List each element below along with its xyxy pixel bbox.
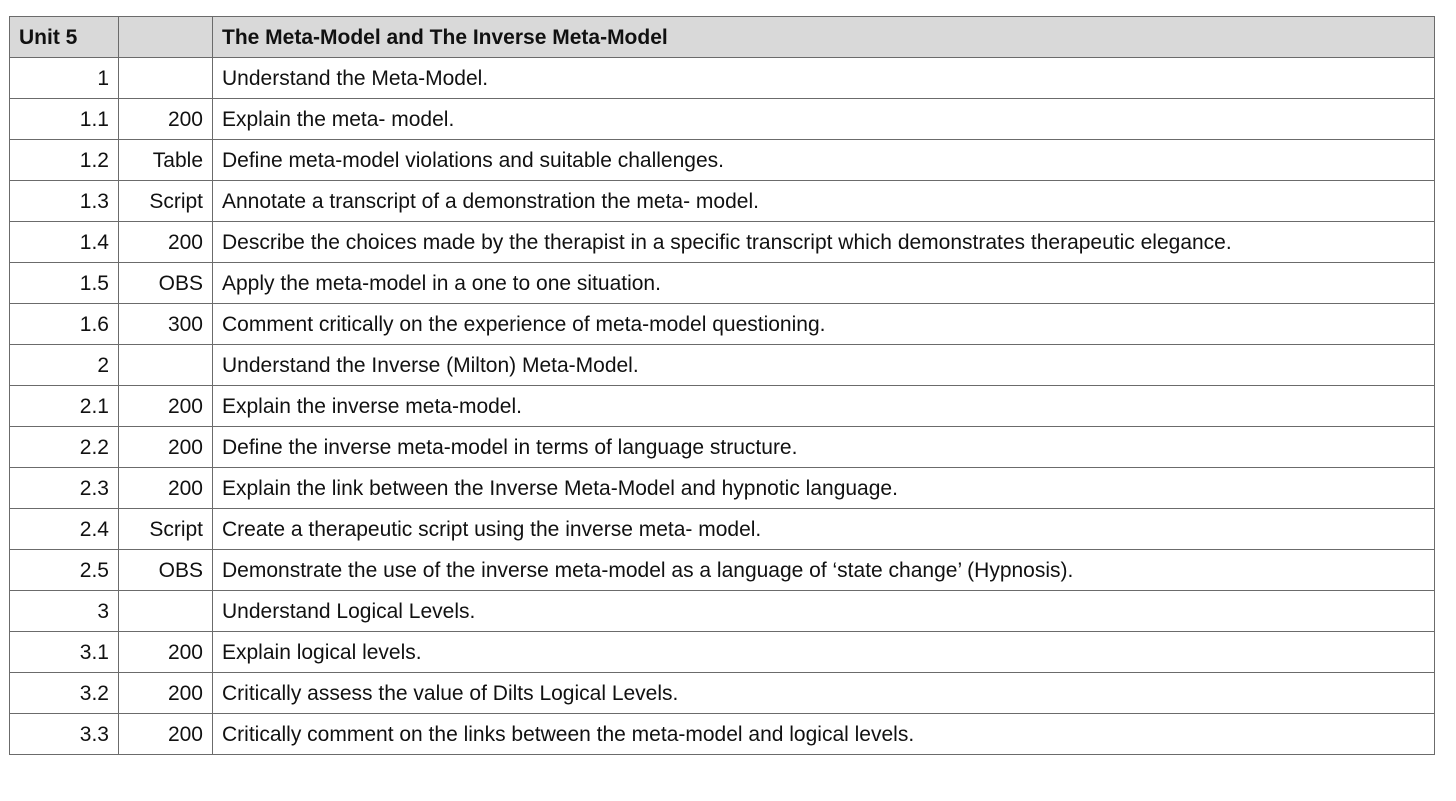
row-description: Describe the choices made by the therapist in a specific transcript which demonstrates therapeutic elegance. bbox=[213, 222, 1435, 263]
table-row bbox=[10, 386, 1435, 427]
header-unit: Unit 5 bbox=[10, 17, 119, 58]
row-assessment-code: Script bbox=[119, 509, 213, 550]
row-description: Explain the link between the Inverse Meta-Model and hypnotic language. bbox=[213, 468, 1435, 509]
row-number: 1 bbox=[10, 58, 119, 99]
row-number: 2.1 bbox=[10, 386, 119, 427]
table-row bbox=[10, 673, 1435, 714]
row-assessment-code: 300 bbox=[119, 304, 213, 345]
row-assessment-code: Table bbox=[119, 140, 213, 181]
row-number: 3.3 bbox=[10, 714, 119, 755]
table-header bbox=[10, 17, 1435, 58]
row-description: Understand Logical Levels. bbox=[213, 591, 1435, 632]
row-assessment-code: 200 bbox=[119, 714, 213, 755]
table-body bbox=[10, 58, 1435, 755]
row-description: Define the inverse meta-model in terms of language structure. bbox=[213, 427, 1435, 468]
row-number: 1.4 bbox=[10, 222, 119, 263]
row-assessment-code: OBS bbox=[119, 263, 213, 304]
row-description: Critically assess the value of Dilts Logical Levels. bbox=[213, 673, 1435, 714]
row-description: Annotate a transcript of a demonstration the meta- model. bbox=[213, 181, 1435, 222]
row-description: Understand the Meta-Model. bbox=[213, 58, 1435, 99]
row-description: Explain the inverse meta-model. bbox=[213, 386, 1435, 427]
table-row bbox=[10, 304, 1435, 345]
table-row bbox=[10, 345, 1435, 386]
row-assessment-code: 200 bbox=[119, 99, 213, 140]
row-assessment-code: 200 bbox=[119, 468, 213, 509]
row-number: 2.5 bbox=[10, 550, 119, 591]
row-number: 3 bbox=[10, 591, 119, 632]
header-title: The Meta-Model and The Inverse Meta-Model bbox=[213, 17, 1435, 58]
table-row bbox=[10, 591, 1435, 632]
table-row bbox=[10, 427, 1435, 468]
row-assessment-code: 200 bbox=[119, 673, 213, 714]
header-code bbox=[119, 17, 213, 58]
table-row bbox=[10, 714, 1435, 755]
row-assessment-code: Script bbox=[119, 181, 213, 222]
row-number: 2.4 bbox=[10, 509, 119, 550]
row-number: 1.6 bbox=[10, 304, 119, 345]
row-description: Comment critically on the experience of meta-model questioning. bbox=[213, 304, 1435, 345]
row-description: Apply the meta-model in a one to one situation. bbox=[213, 263, 1435, 304]
table-row bbox=[10, 181, 1435, 222]
header-row bbox=[10, 17, 1435, 58]
row-number: 2 bbox=[10, 345, 119, 386]
row-number: 2.3 bbox=[10, 468, 119, 509]
table-row bbox=[10, 632, 1435, 673]
row-assessment-code: 200 bbox=[119, 427, 213, 468]
row-description: Explain logical levels. bbox=[213, 632, 1435, 673]
table-row bbox=[10, 58, 1435, 99]
row-assessment-code bbox=[119, 345, 213, 386]
row-number: 3.1 bbox=[10, 632, 119, 673]
row-assessment-code bbox=[119, 591, 213, 632]
row-description: Critically comment on the links between the meta-model and logical levels. bbox=[213, 714, 1435, 755]
row-number: 2.2 bbox=[10, 427, 119, 468]
table-row bbox=[10, 222, 1435, 263]
table-row bbox=[10, 263, 1435, 304]
row-number: 1.2 bbox=[10, 140, 119, 181]
row-assessment-code bbox=[119, 58, 213, 99]
row-number: 1.5 bbox=[10, 263, 119, 304]
row-assessment-code: 200 bbox=[119, 222, 213, 263]
unit-table-container bbox=[9, 16, 1435, 755]
row-description: Understand the Inverse (Milton) Meta-Model. bbox=[213, 345, 1435, 386]
row-assessment-code: 200 bbox=[119, 386, 213, 427]
table-row bbox=[10, 468, 1435, 509]
row-assessment-code: OBS bbox=[119, 550, 213, 591]
table-row bbox=[10, 509, 1435, 550]
row-description: Demonstrate the use of the inverse meta-model as a language of ‘state change’ (Hypnosis). bbox=[213, 550, 1435, 591]
table-row bbox=[10, 99, 1435, 140]
row-number: 3.2 bbox=[10, 673, 119, 714]
row-number: 1.3 bbox=[10, 181, 119, 222]
row-description: Define meta-model violations and suitable challenges. bbox=[213, 140, 1435, 181]
row-number: 1.1 bbox=[10, 99, 119, 140]
row-description: Explain the meta- model. bbox=[213, 99, 1435, 140]
row-assessment-code: 200 bbox=[119, 632, 213, 673]
table-row bbox=[10, 550, 1435, 591]
row-description: Create a therapeutic script using the inverse meta- model. bbox=[213, 509, 1435, 550]
table-row bbox=[10, 140, 1435, 181]
unit-table bbox=[9, 16, 1435, 755]
